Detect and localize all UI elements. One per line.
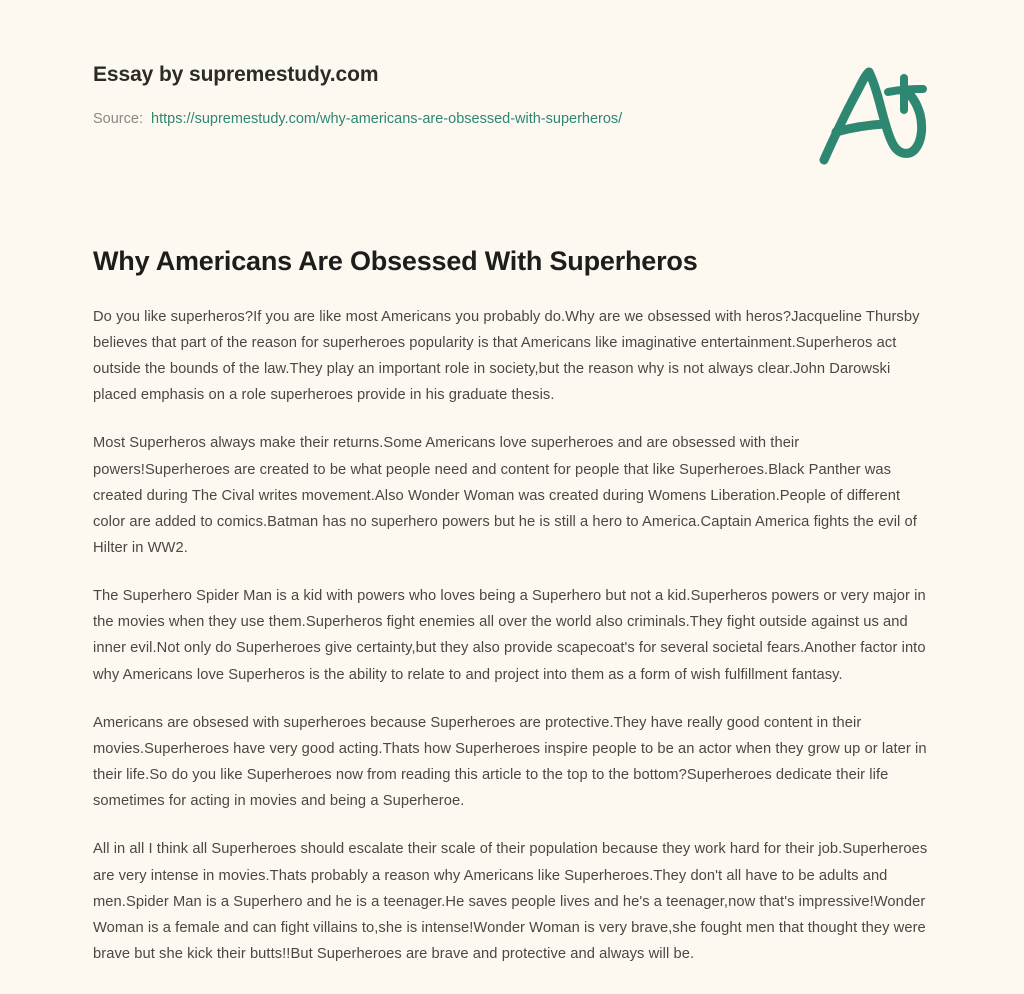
header-text-block — [93, 62, 793, 129]
article-paragraph: Americans are obsesed with superheroes because Superheroes are protective.They have really good content in their movies.Superheroes have very good acting.Thats how Superheroes inspire people to be an actor when they grow up or later in their life.So do you like Superheroes now from reading this article to the top to the bottom?Superheroes dedicate their life sometimes for acting in movies and being a Superheroe. — [93, 714, 927, 810]
article-paragraph: All in all I think all Superheroes should escalate their scale of their population because they work hard for their job.Superheroes are very intense in movies.Thats probably a reason why Americans like Superheroes.They don't all have to be adults and men.Spider Man is a Superhero and he is a teenager.He saves people lives and he's a teenager,now that's impressive!Wonder Woman is a female and can fight villains to,she is intense!Wonder Woman is very brave,she fought men that thought they were brave but she kick their butts!!But Superheroes are brave and protective and always will be. — [93, 841, 928, 963]
article-paragraph: Do you like superheros?If you are like most Americans you probably do.Why are we obsessed with heros?Jacqueline Thursby believes that part of the reason for superheroes popularity is that Americans like imaginative entertainment.Superheros act outside the bounds of the law.They play an important role in society,but the reason why is not always clear.John Darowski placed emphasis on a role superheroes provide in his graduate thesis. — [93, 308, 920, 404]
source-url-link[interactable]: https://supremestudy.com/why-americans-are-obsessed-with-superheros/ — [151, 111, 623, 128]
page-title: Why Americans Are Obsessed With Superheros — [93, 246, 698, 276]
page-header — [0, 0, 1024, 200]
a-plus-logo[interactable] — [816, 62, 942, 170]
essay-attribution: Essay by supremestudy.com — [93, 63, 379, 86]
article — [93, 245, 933, 967]
article-body — [93, 279, 933, 967]
source-line — [93, 88, 793, 129]
source-label: Source: — [93, 111, 143, 128]
article-paragraph: The Superhero Spider Man is a kid with powers who loves being a Superhero but not a kid.Superheros powers or very major in the movies when they use them.Superheros fight enemies all over the world also criminals.They fight outside against us and inner evil.Not only do Superheroes give certainty,but they also provide scapecoat's for several societal fears.Another factor into why Americans love Superheros is the ability to relate to and project into them as a form of wish fulfillment fantasy. — [93, 588, 926, 683]
article-paragraph: Most Superheros always make their returns.Some Americans love superheroes and are obsessed with their powers!Superheroes are created to be what people need and content for people that like Superheroes.Black Panther was created during The Cival writes movement.Also Wonder Woman was created during Womens Liberation.People of different color are added to comics.Batman has no superhero powers but he is still a hero to America.Captain America fights the evil of Hilter in WW2. — [93, 435, 917, 556]
